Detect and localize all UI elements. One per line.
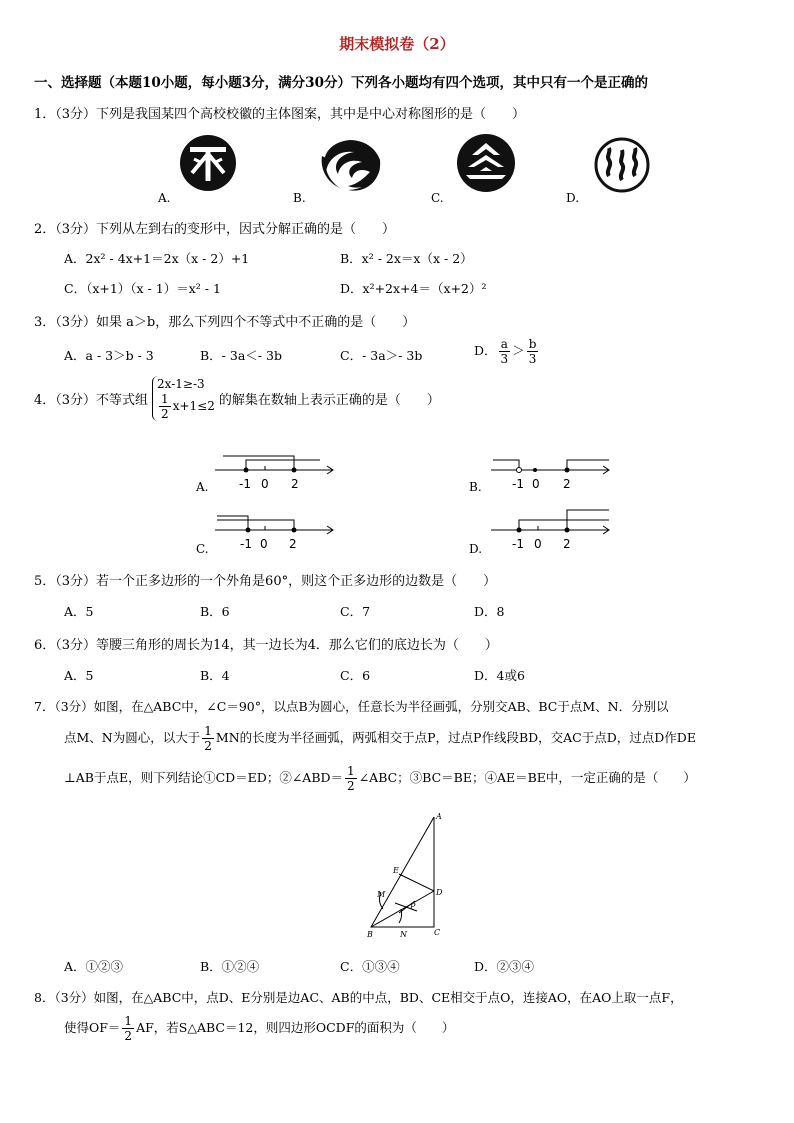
tick-label-neg1: -1 <box>239 477 251 491</box>
q7-option-d: D．②③④ <box>474 959 535 974</box>
tick-label-neg1: -1 <box>240 537 252 551</box>
tick-label-neg1: -1 <box>512 477 524 491</box>
page-title: 期末模拟卷（2） <box>339 35 455 53</box>
number-line-c <box>215 510 340 555</box>
q6-option-a: A．5 <box>64 668 94 683</box>
q5-stem: 5．（3分）若一个正多边形的一个外角是60°，则这个正多边形的边数是（ ） <box>34 574 497 589</box>
q6-option-c: C．6 <box>340 668 371 683</box>
inequality-system: 2x-1≥-3 $\frac{1}{2}$ x+1≤2 <box>152 376 215 421</box>
q6-option-d: D．4或6 <box>474 668 525 683</box>
number-line-a <box>215 450 340 495</box>
q1-label-a: A. <box>158 191 171 205</box>
tick-label-2: 2 <box>563 477 571 491</box>
q4-label-a: A. <box>196 480 209 494</box>
swirl-logo-icon <box>318 138 382 194</box>
q4-label-c: C. <box>196 542 209 556</box>
q4-stem: 4．（3分）不等式组 2x-1≥-3 $\frac{1}{2}$ x+1≤2 的解集在数轴上表示正确的是（ ） <box>34 377 440 421</box>
q8-line-1: 8．（3分）如图，在△ABC中，点D、E分别是边AC、AB的中点，BD、CE相交于点O，连接AO，在AO上取一点F， <box>34 990 683 1005</box>
q6-stem: 6．（3分）等腰三角形的周长为14，其一边长为4．那么它们的底边长为（ ） <box>34 638 498 653</box>
point-label-a: A <box>436 812 442 821</box>
triangle-figure <box>355 805 455 945</box>
q7-line-3: ⊥AB于点E，则下列结论①CD＝ED；②∠ABD＝ $\frac{1}{2}$ ∠ABC；③BC＝BE；④AE＝BE中，一定正确的是（ ） <box>64 764 696 793</box>
q5-option-c: C．7 <box>340 604 371 619</box>
q2-option-d: D．x²+2x+4＝（x+2）² <box>340 281 487 296</box>
point-label-n: N <box>400 930 407 939</box>
tick-label-neg1: -1 <box>512 537 524 551</box>
q2-option-c: C．（x+1）（x - 1）＝x² - 1 <box>64 281 221 296</box>
q7-line-1: 7．（3分）如图，在△ABC中，∠C＝90°，以点B为圆心，任意长为半径画弧，分别交AB、BC于点M、N．分别以 <box>34 699 669 714</box>
point-label-e: E <box>393 866 399 875</box>
q8-line-2: 使得OF＝ $\frac{1}{2}$ AF，若S△ABC＝12，则四边形OCDF的面积为（ ） <box>64 1014 455 1043</box>
q3-option-c: C．- 3a＞- 3b <box>340 348 423 363</box>
q5-option-d: D．8 <box>474 604 505 619</box>
q1-stem: 1．（3分）下列是我国某四个高校校徽的主体图案，其中是中心对称图形的是（ ） <box>34 107 526 122</box>
q5-option-a: A．5 <box>64 604 94 619</box>
q7-line-2: 点M、N为圆心，以大于 $\frac{1}{2}$ MN的长度为半径画弧，两弧相交于点P，过点P作线段BD，交AC于点D，过点D作DE <box>64 724 696 753</box>
q3-option-a: A．a - 3＞b - 3 <box>64 348 154 363</box>
tick-label-0: 0 <box>261 477 269 491</box>
point-label-b: B <box>367 930 373 939</box>
q1-label-b: B. <box>293 191 306 205</box>
wave-logo-icon <box>593 136 651 194</box>
q3-option-d: D． $\frac{a}{3}$ ＞ $\frac{b}{3}$ <box>474 337 537 366</box>
q1-label-c: C. <box>431 191 444 205</box>
peking-logo-icon <box>180 133 236 193</box>
q1-label-d: D. <box>566 191 580 205</box>
q7-option-c: C．①③④ <box>340 959 400 974</box>
tick-label-0: 0 <box>534 537 542 551</box>
tick-label-0: 0 <box>260 537 268 551</box>
tick-label-0: 0 <box>532 477 540 491</box>
q3-option-b: B．- 3a＜- 3b <box>200 348 282 363</box>
q2-option-a: A．2x² - 4x+1＝2x（x - 2）+1 <box>64 251 250 266</box>
q2-option-b: B．x² - 2x＝x（x - 2） <box>340 251 473 266</box>
q3-stem: 3．（3分）如果 a＞b，那么下列四个不等式中不正确的是（ ） <box>34 315 416 330</box>
number-line-d <box>491 510 616 555</box>
point-label-c: C <box>434 928 441 937</box>
point-label-d: D <box>436 888 443 897</box>
q7-option-b: B．①②④ <box>200 959 260 974</box>
q2-stem: 2．（3分）下列从左到右的变形中，因式分解正确的是（ ） <box>34 222 396 237</box>
section-heading: 一、选择题（本题10小题，每小题3分，满分30分）下列各小题均有四个选项，其中只有一个是正确的 <box>34 75 648 91</box>
q6-option-b: B．4 <box>200 668 230 683</box>
tick-label-2: 2 <box>563 537 571 551</box>
q7-option-a: A．①②③ <box>64 959 124 974</box>
tick-label-2: 2 <box>291 477 299 491</box>
q4-label-b: B. <box>469 480 482 494</box>
point-label-p: P <box>410 902 416 911</box>
number-line-b <box>491 450 616 495</box>
q4-label-d: D. <box>469 542 483 556</box>
q5-option-b: B．6 <box>200 604 230 619</box>
pagoda-logo-icon <box>456 133 516 193</box>
point-label-m: M <box>377 890 386 899</box>
tick-label-2: 2 <box>289 537 297 551</box>
